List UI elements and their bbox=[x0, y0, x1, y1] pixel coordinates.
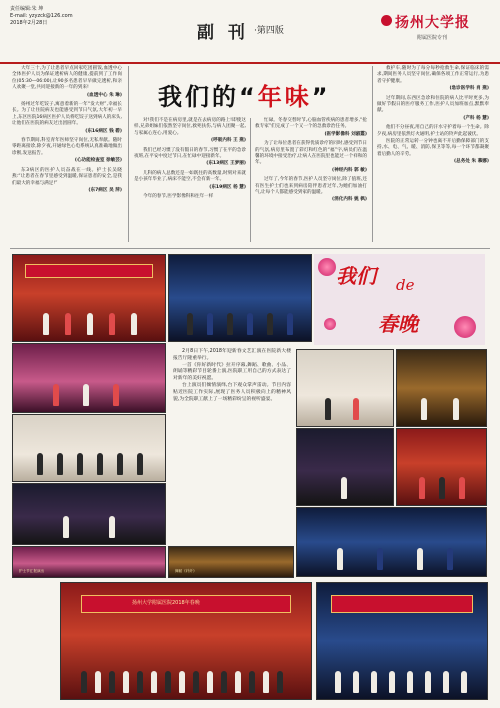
article-byline: (东19病区 杨 慧) bbox=[209, 184, 246, 190]
group-photo bbox=[60, 582, 312, 700]
performer-figure bbox=[249, 671, 255, 693]
performance-photo bbox=[12, 414, 166, 482]
article-byline: (心功能检查室 徐敏芸) bbox=[74, 158, 122, 164]
university-seal-icon bbox=[381, 15, 392, 26]
column-divider bbox=[128, 66, 129, 242]
article-byline: (急诊医学科 肖 燕) bbox=[449, 86, 489, 92]
performer-figure bbox=[459, 477, 465, 499]
article-byline: (神经内科 郭 敏) bbox=[332, 167, 367, 173]
performer-figure bbox=[287, 313, 293, 335]
logo-subtitle: 附属医院专刊 bbox=[417, 35, 448, 41]
performer-figure bbox=[267, 313, 273, 335]
column-divider bbox=[250, 118, 251, 242]
performance-photo bbox=[296, 428, 394, 506]
performer-figure bbox=[377, 548, 383, 570]
performer-figure bbox=[235, 671, 241, 693]
performance-photo bbox=[168, 546, 294, 578]
performer-figure bbox=[95, 671, 101, 693]
article-column-3 bbox=[255, 118, 367, 207]
performer-figure bbox=[421, 398, 427, 420]
article-paragraph: 我们已经习惯了没有假日的春节,习惯了在平的急诊夜班,在平安中度过节日,在忙碌中迎接新年。 bbox=[134, 147, 246, 160]
performer-figure bbox=[109, 516, 115, 538]
performer-figure bbox=[407, 671, 413, 693]
performer-figure bbox=[37, 453, 43, 475]
performance-photo bbox=[396, 349, 487, 427]
performer-figure bbox=[325, 398, 331, 420]
performance-photo bbox=[12, 546, 166, 578]
article-paragraph: 今年的春节,医学影像科和往年一样 bbox=[143, 194, 214, 200]
performer-figure bbox=[193, 671, 199, 693]
performance-photo bbox=[12, 254, 166, 342]
performer-figure bbox=[131, 313, 137, 335]
column-divider bbox=[372, 66, 373, 242]
editor-line: 责任编辑:朱 坤 bbox=[10, 6, 44, 12]
article-paragraph: 大年三十,为了让患者早点回家吃团圆饭,血透中心全体医护人员为保证透析病人的健康,提前到了工作岗位(05:30—06:00),让90多名患者早早做完透析,和亲人欢聚一堂,共同迎接新的一年的到来! bbox=[12, 66, 122, 91]
performer-figure bbox=[353, 671, 359, 693]
performer-figure bbox=[109, 313, 115, 335]
article-byline: (呼吸内科 王 燕) bbox=[211, 138, 246, 144]
performer-figure bbox=[335, 671, 341, 693]
performer-figure bbox=[53, 384, 59, 406]
group-photo bbox=[316, 582, 488, 700]
performer-figure bbox=[353, 398, 359, 420]
performer-figure bbox=[113, 384, 119, 406]
photo-caption: 舞蹈《纤纤》 bbox=[175, 569, 197, 573]
performer-figure bbox=[137, 453, 143, 475]
date-line: 2018年2月28日 bbox=[10, 20, 48, 26]
performer-figure bbox=[207, 671, 213, 693]
performer-figure bbox=[443, 671, 449, 693]
performer-figure bbox=[417, 548, 423, 570]
section-page: ·第四版 bbox=[254, 26, 284, 36]
headline-prefix: 我们的“ bbox=[158, 83, 258, 111]
performer-figure bbox=[97, 453, 103, 475]
performer-figure bbox=[165, 671, 171, 693]
article-paragraph: 对!我们不是在病房里,就是在去病房的路上!即使这样,兄弟姐妹们依然坚守岗位,救死扶伤,与病人团聚一起,与家属心连心,用爱心。 bbox=[134, 118, 246, 136]
story-paragraph: 2月8日下午,2018年迎新春文艺汇演在医院新大楼报告厅隆重举行。 bbox=[173, 349, 291, 361]
gala-title-line3: 春晚 bbox=[378, 312, 418, 336]
performer-figure bbox=[57, 453, 63, 475]
spring-gala-graphic bbox=[314, 254, 485, 345]
performer-figure bbox=[425, 671, 431, 693]
performer-figure bbox=[151, 671, 157, 693]
performer-figure bbox=[87, 313, 93, 335]
editor-info bbox=[10, 6, 73, 27]
performer-figure bbox=[439, 477, 445, 499]
performer-figure bbox=[43, 313, 49, 335]
newspaper-logo bbox=[395, 12, 491, 52]
stage-banner bbox=[25, 264, 153, 278]
article-byline: (血透中心 朱 琳) bbox=[87, 92, 122, 98]
flower-icon bbox=[318, 258, 336, 276]
story-paragraph: 台上演员们倾情演绎,台下观众掌声雷动。节目内容贴近医院工作实际,展现了医务人员积极向上的精神风貌,为全院职工献上了一场精彩纷呈的视听盛宴。 bbox=[173, 382, 291, 402]
gala-story bbox=[173, 349, 291, 403]
performer-figure bbox=[81, 671, 87, 693]
article-byline: (总务处 朱 慕娜) bbox=[454, 159, 489, 165]
flower-icon bbox=[454, 316, 476, 338]
article-paragraph: 儿科的病人总数还是一如既往的高数量,时刻对来就是小孩年毕业了,病床不能空,不会有新一年。 bbox=[134, 170, 246, 183]
article-paragraph: 扬州过年吃饺子,寓意着新的一年“发大财”,幸福长长。为了让住院病友也能感受到节日气氛,大年初一早上,东区医院16病区医护人员将吃饺子送到病人的床头,让他们在医院的病友过出团圆年。 bbox=[12, 102, 122, 127]
performer-figure bbox=[123, 671, 129, 693]
article-paragraph: 东3病区的医护人员奋战在一线。护士长吴晓燕:“让患者在春节里感受到温暖,保证患者的安全,是我们最大的幸福与满足!” bbox=[12, 167, 122, 186]
performer-figure bbox=[63, 516, 69, 538]
article-column-4 bbox=[377, 66, 489, 169]
masthead bbox=[0, 0, 500, 64]
logo-text: 扬州大学报 bbox=[395, 15, 470, 31]
section-title: 副 刊 bbox=[197, 23, 249, 43]
performer-figure bbox=[419, 477, 425, 499]
performer-figure bbox=[77, 453, 83, 475]
performer-figure bbox=[109, 671, 115, 693]
article-byline: (东16病区 钱 碧) bbox=[85, 128, 122, 134]
headline-highlight: 年味 bbox=[257, 83, 312, 111]
article-paragraph: 他们不分昼夜,用自己的汗水守护着每一个生命。除夕夜,病房里依然灯火通明,护士站的铃声此起彼伏。 bbox=[377, 125, 489, 137]
performer-figure bbox=[447, 548, 453, 570]
performer-figure bbox=[187, 313, 193, 335]
performer-figure bbox=[137, 671, 143, 693]
article-column-2 bbox=[134, 118, 246, 201]
performer-figure bbox=[247, 313, 253, 335]
main-headline bbox=[158, 77, 348, 115]
article-byline: (东7病区 吴 萍) bbox=[88, 187, 122, 193]
article-paragraph: 为了让每位患者在获得优质诊疗的同时,感受到节日的气氛,病房里布置了彩灯和红色的“福”字,病员们在温馨的环境中接受治疗,让病人在医院里也能过一个祥和的年。 bbox=[255, 141, 367, 166]
performer-figure bbox=[341, 477, 347, 499]
performer-figure bbox=[263, 671, 269, 693]
gala-title-line2: de bbox=[396, 276, 415, 294]
performance-photo bbox=[396, 428, 487, 506]
article-paragraph: 忙碌。冬春交替时节,心脑血管疾病的患者增多,“抢救专家”们完成了一个又一个的急救诊治任务。 bbox=[255, 118, 367, 130]
performer-figure bbox=[277, 671, 283, 693]
performance-photo bbox=[12, 483, 166, 545]
performer-figure bbox=[461, 671, 467, 693]
headline-suffix: ” bbox=[311, 83, 331, 111]
performance-photo bbox=[296, 507, 487, 577]
performer-figure bbox=[389, 671, 395, 693]
email-line: E-mail: yzyzck@126.com bbox=[10, 13, 73, 19]
performer-figure bbox=[179, 671, 185, 693]
performer-figure bbox=[207, 313, 213, 335]
article-paragraph: 过年了,今年的春节,医护人员坚守岗位,除了值班,还有医生护士们也来到病房陪伴患者过年,为她们加油打气,让每个人都能感受到家的温暖。 bbox=[255, 177, 367, 196]
performer-figure bbox=[453, 398, 459, 420]
performer-figure bbox=[227, 313, 233, 335]
article-paragraph: 医院的正常运转一分钟也离不开后勤保障部门的支持,水、电、气、暖、消防,保卫等等,每一个环节都凝聚着后勤人的辛劳。 bbox=[377, 139, 489, 157]
article-paragraph: 救护车,随时为了每分每秒抢救生命,保证临床的需求,期间医务人员坚守岗位,确保各项工作正常运行,为患者守护健康。 bbox=[377, 66, 489, 84]
section-divider bbox=[10, 248, 490, 249]
article-paragraph: 春节期间,科室青年医师坚守岗位,无私奉献。随时零距离接诊,除夕夜,开通绿色心电系统认真准确地做出诊断,发送报告。 bbox=[12, 138, 122, 156]
stage-banner bbox=[331, 595, 474, 613]
performer-figure bbox=[83, 384, 89, 406]
photo-caption: 护士节汇报演出 bbox=[19, 569, 45, 573]
stage-banner bbox=[81, 595, 291, 613]
article-paragraph: 过年期间,东西区急诊和住院的病人比平时更多,为做好节假日的医疗服务工作,医护人员加班加点,默默奉献。 bbox=[377, 95, 489, 114]
article-byline: (产科 杨 慧) bbox=[463, 115, 489, 121]
banner-text: 扬州大学附属医院2018年春晚 bbox=[132, 599, 200, 606]
performance-photo bbox=[296, 349, 394, 427]
article-byline: (医学影像科 刘淑霞) bbox=[324, 131, 367, 137]
performer-figure bbox=[337, 548, 343, 570]
performer-figure bbox=[65, 313, 71, 335]
performance-photo bbox=[168, 254, 312, 342]
flower-icon bbox=[324, 318, 336, 330]
article-byline: (消化内科 姚 枫) bbox=[332, 197, 367, 203]
story-paragraph: 一首《你好新时代》拉开序幕,舞蹈、歌曲、小品、朗诵等精彩节目轮番上演,医院职工用自己的方式表达了对新年的美好祝愿。 bbox=[173, 362, 291, 382]
article-byline: (东13病区 王梦丽) bbox=[206, 161, 246, 167]
gala-title-line1: 我们 bbox=[336, 264, 376, 288]
performer-figure bbox=[221, 671, 227, 693]
performer-figure bbox=[117, 453, 123, 475]
article-column-1 bbox=[12, 66, 122, 197]
performance-photo bbox=[12, 343, 166, 413]
performer-figure bbox=[371, 671, 377, 693]
